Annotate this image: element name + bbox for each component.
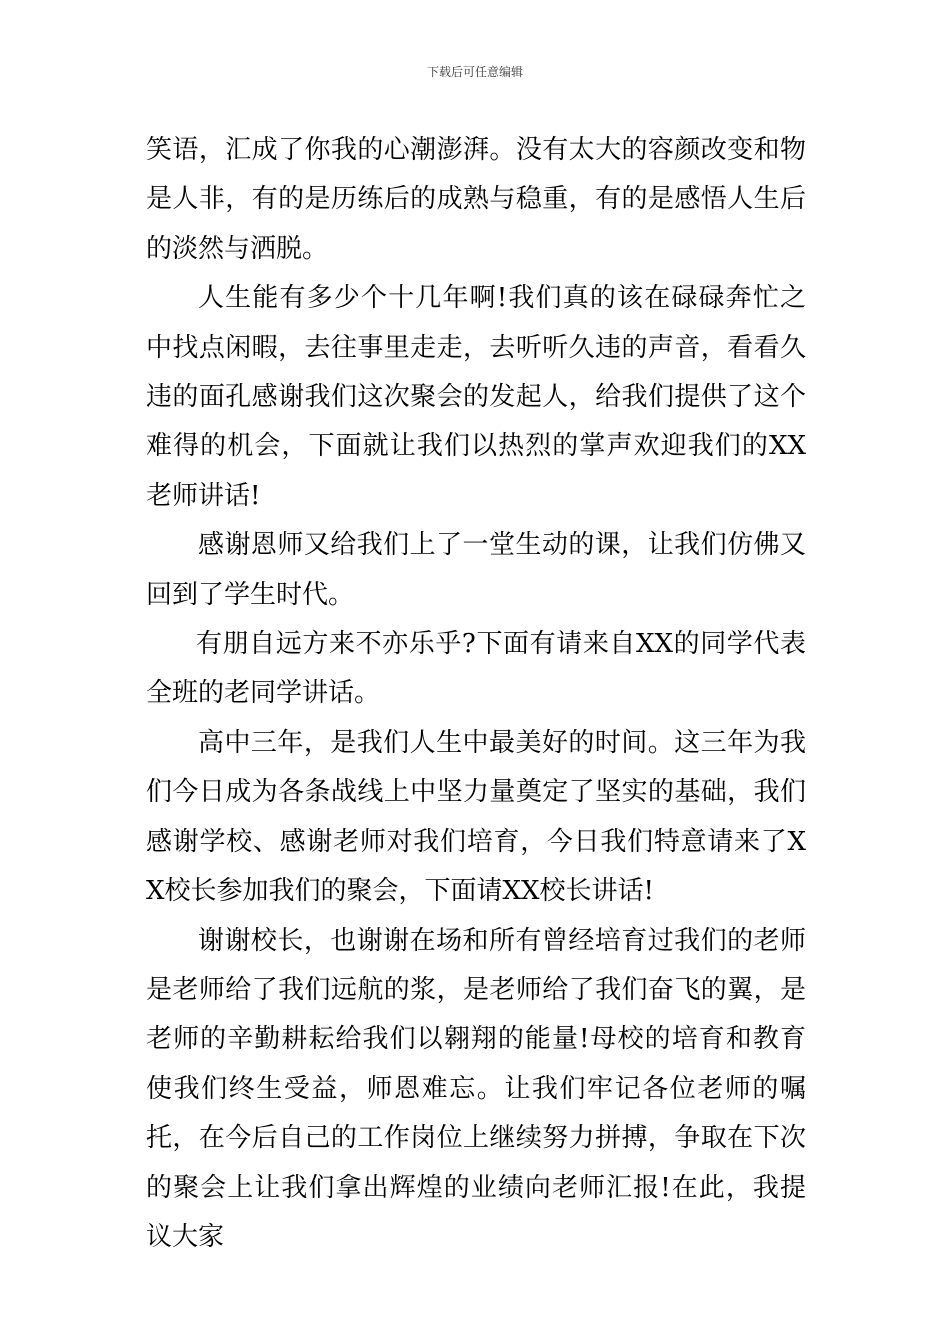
document-body [146, 126, 806, 1262]
paragraph-1: 笑语，汇成了你我的心潮澎湃。没有太大的容颜改变和物是人非，有的是历练后的成熟与稳重，有的是感悟人生后的淡然与洒脱。 [146, 135, 806, 264]
paragraph-4: 有朋自远方来不亦乐乎?下面有请来自XX的同学代表全班的老同学讲话。 [146, 629, 806, 709]
page-header-note: 下载后可任意编辑 [426, 65, 523, 79]
paragraph-5: 高中三年，是我们人生中最美好的时间。这三年为我们今日成为各条战线上中坚力量奠定了坚实的基础，我们感谢学校、感谢老师对我们培育，今日我们特意请来了XX校长参加我们的聚会，下面请XX校长讲话! [146, 727, 806, 907]
paragraph-6: 谢谢校长，也谢谢在场和所有曾经培育过我们的老师是老师给了我们远航的浆，是老师给了我们奋飞的翼，是老师的辛勤耕耘给我们以翱翔的能量!母校的培育和教育使我们终生受益，师恩难忘。让我们牢记各位老师的嘱托，在今后自己的工作岗位上继续努力拼搏，争取在下次的聚会上让我们拿出辉煌的业绩向老师汇报!在此，我提议大家 [146, 925, 806, 1252]
paragraph-2: 人生能有多少个十几年啊!我们真的该在碌碌奔忙之中找点闲暇，去往事里走走，去听听久违的声音，看看久违的面孔感谢我们这次聚会的发起人，给我们提供了这个难得的机会，下面就让我们以热烈的掌声欢迎我们的XX老师讲话! [146, 283, 806, 511]
paragraph-3: 感谢恩师又给我们上了一堂生动的课，让我们仿佛又回到了学生时代。 [146, 530, 806, 610]
